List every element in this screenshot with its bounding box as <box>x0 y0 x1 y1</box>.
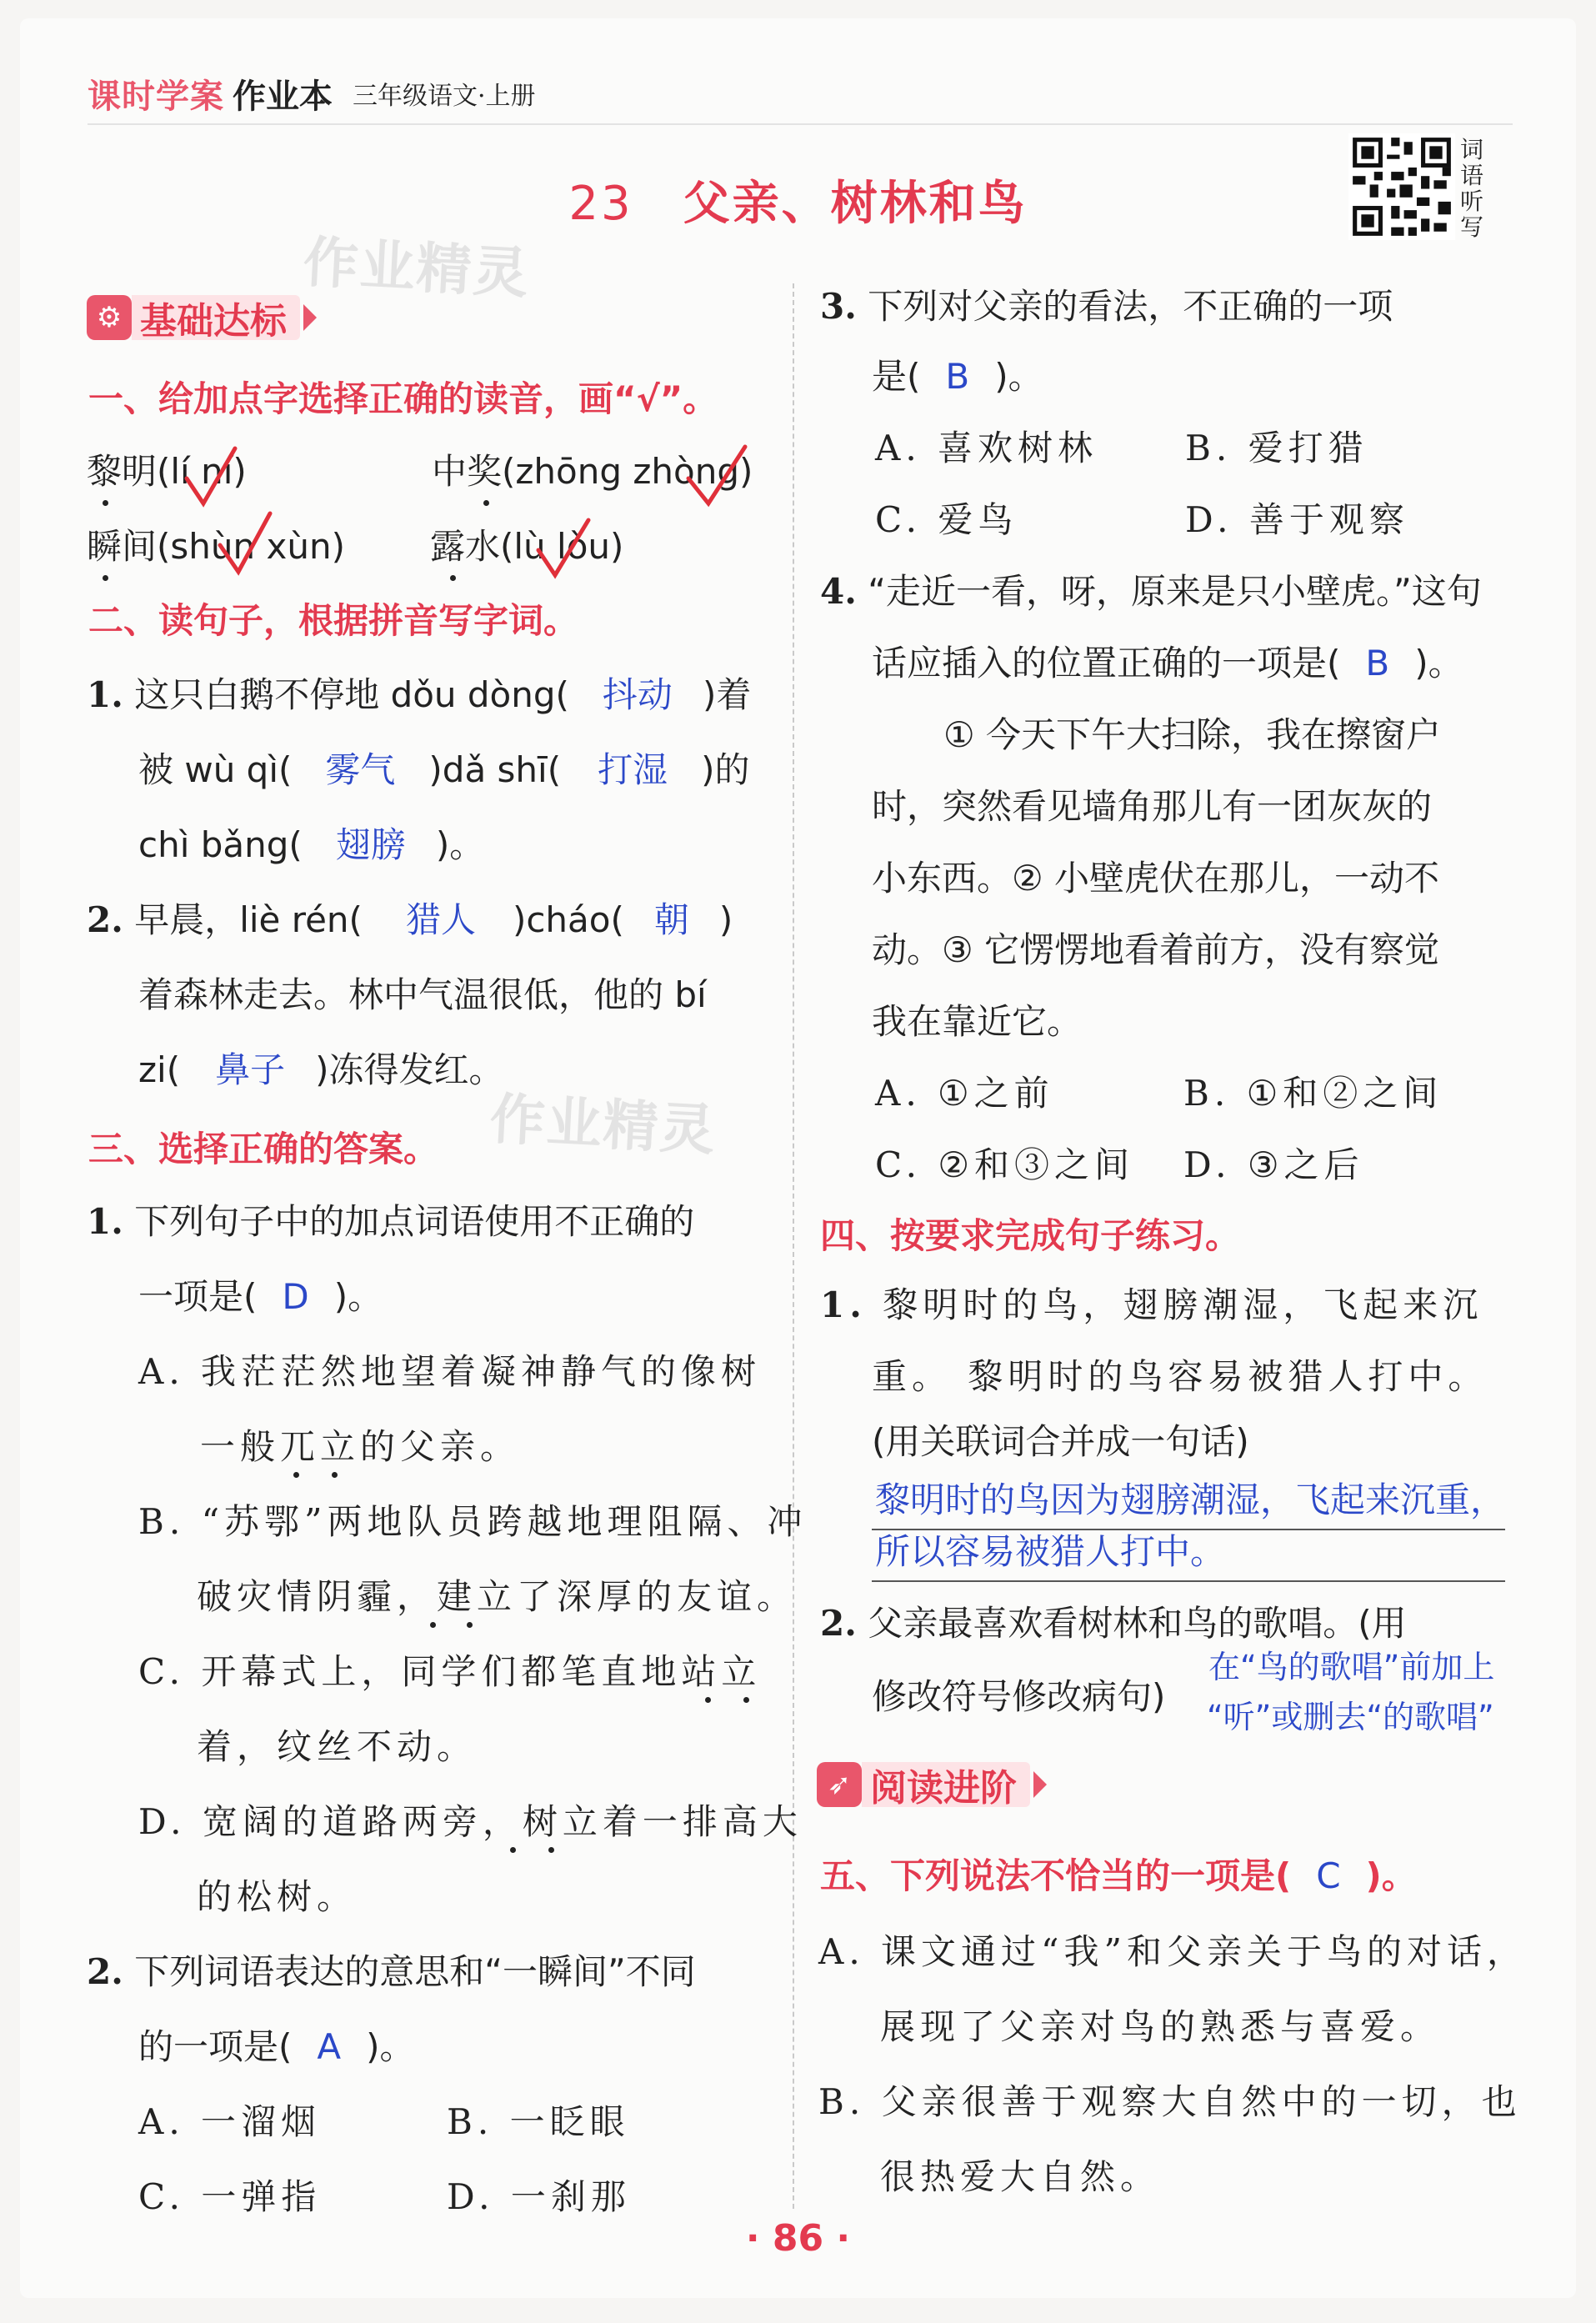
option-D-cont: 的松树。 <box>197 1876 358 1917</box>
check-mark-icon <box>533 515 593 582</box>
s2-q2-line2: 着森林走去。林中气温很低，他的 bí <box>138 974 707 1015</box>
option-D: D. 宽阔的道路两旁，树立着一排高大 <box>138 1801 803 1842</box>
answer-text: 朝 <box>653 899 689 940</box>
emphasis-dot <box>332 1472 338 1478</box>
runner-icon: ➶ <box>817 1762 862 1807</box>
emphasis-dot <box>483 500 489 506</box>
emphasis-dot <box>510 1847 516 1853</box>
section-2-title: 二、读句子，根据拼音写字词。 <box>88 600 579 641</box>
option-C: C. ②和③之间 <box>875 1144 1134 1185</box>
s4-q1-line2: 重。 黎明时的鸟容易被猎人打中。 <box>872 1356 1488 1397</box>
option-D: D. 善于观察 <box>1185 499 1409 540</box>
brand-series: 课时学案 <box>88 77 224 116</box>
lesson-name: 父亲、树林和鸟 <box>683 177 1028 231</box>
option-A: A. 一溜烟 <box>138 2101 322 2142</box>
badge-label: 阅读进阶 <box>862 1762 1030 1807</box>
answer-text: 在“鸟的歌唱”前加上 <box>1208 1649 1495 1685</box>
passage-line: 时，突然看见墙角那儿有一团灰灰的 <box>872 786 1433 827</box>
arrow-icon <box>1033 1771 1047 1798</box>
section-3-title: 三、选择正确的答案。 <box>88 1129 439 1169</box>
answer-text: B <box>945 356 970 397</box>
s2-q2-line3: zi( 鼻子 )冻得发红。 <box>138 1049 504 1090</box>
answer-text: A <box>317 2026 342 2067</box>
s2-q1-line1: 1. 这只白鹅不停地 dǒu dòng( 抖动 )着 <box>87 674 752 715</box>
s3-q1-stem: 1. 下列句子中的加点词语使用不正确的 <box>87 1201 695 1242</box>
passage-line: 小东西。② 小壁虎伏在那儿，一动不 <box>872 858 1440 899</box>
option-B-cont: 破灾情阴霾，建立了深厚的友谊。 <box>197 1576 798 1617</box>
answer-text: “听”或删去“的歌唱” <box>1207 1699 1494 1735</box>
watermark: 作业精灵 <box>488 1086 718 1164</box>
answer-text: C <box>1316 1855 1341 1896</box>
qr-code-icon[interactable] <box>1348 133 1455 240</box>
pinyin-item: 露水(lù lòu) <box>430 526 624 567</box>
answer-text: 翅膀 <box>335 824 406 865</box>
check-mark-icon <box>215 508 275 578</box>
option-A: A. 课文通过“我”和父亲关于鸟的对话， <box>818 1931 1527 1972</box>
answer-text: 打湿 <box>598 749 668 790</box>
pinyin-item: 瞬间(shùn xùn) <box>87 526 345 567</box>
passage-line: 我在靠近它。 <box>872 1001 1083 1042</box>
section-badge-basic <box>87 292 317 343</box>
option-B: B. 父亲很善于观察大自然中的一切，也 <box>818 2081 1522 2122</box>
option-A-cont: 展现了父亲对鸟的熟悉与喜爱。 <box>880 2006 1441 2047</box>
answer-text: 抖动 <box>602 674 673 715</box>
option-B: B. ①和②之间 <box>1183 1073 1443 1114</box>
pinyin-item: 中奖(zhōng zhòng) <box>432 451 753 492</box>
option-C: C. 开幕式上，同学们都笔直地站立 <box>138 1651 762 1692</box>
passage-line: 动。③ 它愣愣地看着前方，没有察觉 <box>872 929 1440 970</box>
badge-label: 基础达标 <box>132 295 300 340</box>
gear-icon: ⚙ <box>87 295 132 340</box>
section-5-title: 五、下列说法不恰当的一项是( C )。 <box>820 1855 1417 1896</box>
option-D: D. ③之后 <box>1183 1144 1364 1185</box>
section-1-title: 一、给加点字选择正确的读音，画“√”。 <box>88 378 718 419</box>
option-C: C. 爱鸟 <box>875 499 1018 540</box>
option-B: B. “苏鄂”两地队员跨越地理阻隔、冲 <box>138 1501 808 1542</box>
option-B: B. 爱打猎 <box>1185 428 1368 468</box>
section-badge-reading <box>817 1759 1047 1810</box>
emphasis-dot <box>293 1472 299 1478</box>
page-number: · 86 · <box>745 2217 851 2260</box>
s3-q3-stem: 3. 下列对父亲的看法，不正确的一项 <box>820 286 1393 327</box>
answer-text: 鼻子 <box>215 1049 286 1090</box>
answer-line <box>872 1580 1505 1582</box>
s3-q2-stem: 2. 下列词语表达的意思和“一瞬间”不同 <box>87 1951 696 1992</box>
option-B-cont: 很热爱大自然。 <box>880 2156 1161 2197</box>
answer-text: 猎人 <box>405 899 476 940</box>
s3-q2-stem2: 的一项是( A )。 <box>138 2026 415 2067</box>
s3-q4-stem: 4. “走近一看，呀，原来是只小壁虎。”这句 <box>820 571 1482 612</box>
s4-q2-line2: 修改符号修改病句) <box>872 1676 1166 1717</box>
option-C-cont: 着，纹丝不动。 <box>197 1726 478 1767</box>
emphasis-dot <box>743 1697 749 1703</box>
s2-q1-line3: chì bǎng( 翅膀 )。 <box>138 824 485 865</box>
answer-text: D <box>282 1276 309 1317</box>
answer-text: B <box>1365 643 1390 683</box>
qr-label: 词语听写 <box>1460 136 1484 241</box>
emphasis-dot <box>467 1622 473 1628</box>
emphasis-dot <box>705 1697 711 1703</box>
s2-q1-line2: 被 wù qì( 雾气 )dǎ shī( 打湿 )的 <box>138 749 750 790</box>
check-mark-icon <box>182 443 240 510</box>
header-divider <box>88 123 1513 125</box>
section-4-title: 四、按要求完成句子练习。 <box>820 1215 1241 1256</box>
s2-q2-line1: 2. 早晨，liè rén( 猎人 )cháo( 朝 ) <box>87 899 733 940</box>
emphasis-dot <box>430 1622 436 1628</box>
answer-text: 雾气 <box>325 749 396 790</box>
pinyin-item: 黎明(lí ní) <box>87 451 247 492</box>
s4-q1-line1: 1. 黎明时的鸟，翅膀潮湿，飞起来沉 <box>820 1284 1483 1325</box>
option-A: A. 喜欢树林 <box>875 428 1098 468</box>
s3-q4-stem2: 话应插入的位置正确的一项是( B )。 <box>872 643 1463 683</box>
book-subtitle: 三年级语文·上册 <box>353 82 536 111</box>
option-A: A. 我茫茫然地望着凝神静气的像树 <box>138 1351 762 1392</box>
watermark: 作业精灵 <box>301 229 532 307</box>
option-A-cont: 一般兀立的父亲。 <box>200 1426 521 1467</box>
option-D: D. 一刹那 <box>447 2176 631 2217</box>
passage-line: ① 今天下午大扫除，我在擦窗户 <box>943 714 1442 755</box>
s3-q1-stem2: 一项是( D )。 <box>138 1276 383 1317</box>
book-brand <box>88 70 536 117</box>
option-A: A. ①之前 <box>875 1073 1054 1114</box>
option-C: C. 一弹指 <box>138 2176 322 2217</box>
arrow-icon <box>303 304 317 331</box>
emphasis-dot <box>450 575 456 581</box>
emphasis-dot <box>103 500 108 506</box>
brand-workbook: 作业本 <box>233 77 333 116</box>
s4-q1-line3: (用关联词合并成一句话) <box>872 1421 1249 1462</box>
answer-text: 黎明时的鸟因为翅膀潮湿，飞起来沉重， <box>875 1479 1506 1520</box>
answer-text: 所以容易被猎人打中。 <box>875 1531 1226 1572</box>
emphasis-dot <box>548 1847 554 1853</box>
s3-q3-stem2: 是( B )。 <box>872 356 1043 397</box>
check-mark-icon <box>683 442 750 510</box>
s4-q2-line1: 2. 父亲最喜欢看树林和鸟的歌唱。(用 <box>820 1603 1407 1644</box>
lesson-number: 23 <box>568 177 633 231</box>
column-divider <box>793 283 794 2209</box>
option-B: B. 一眨眼 <box>447 2101 630 2142</box>
emphasis-dot <box>103 575 108 581</box>
